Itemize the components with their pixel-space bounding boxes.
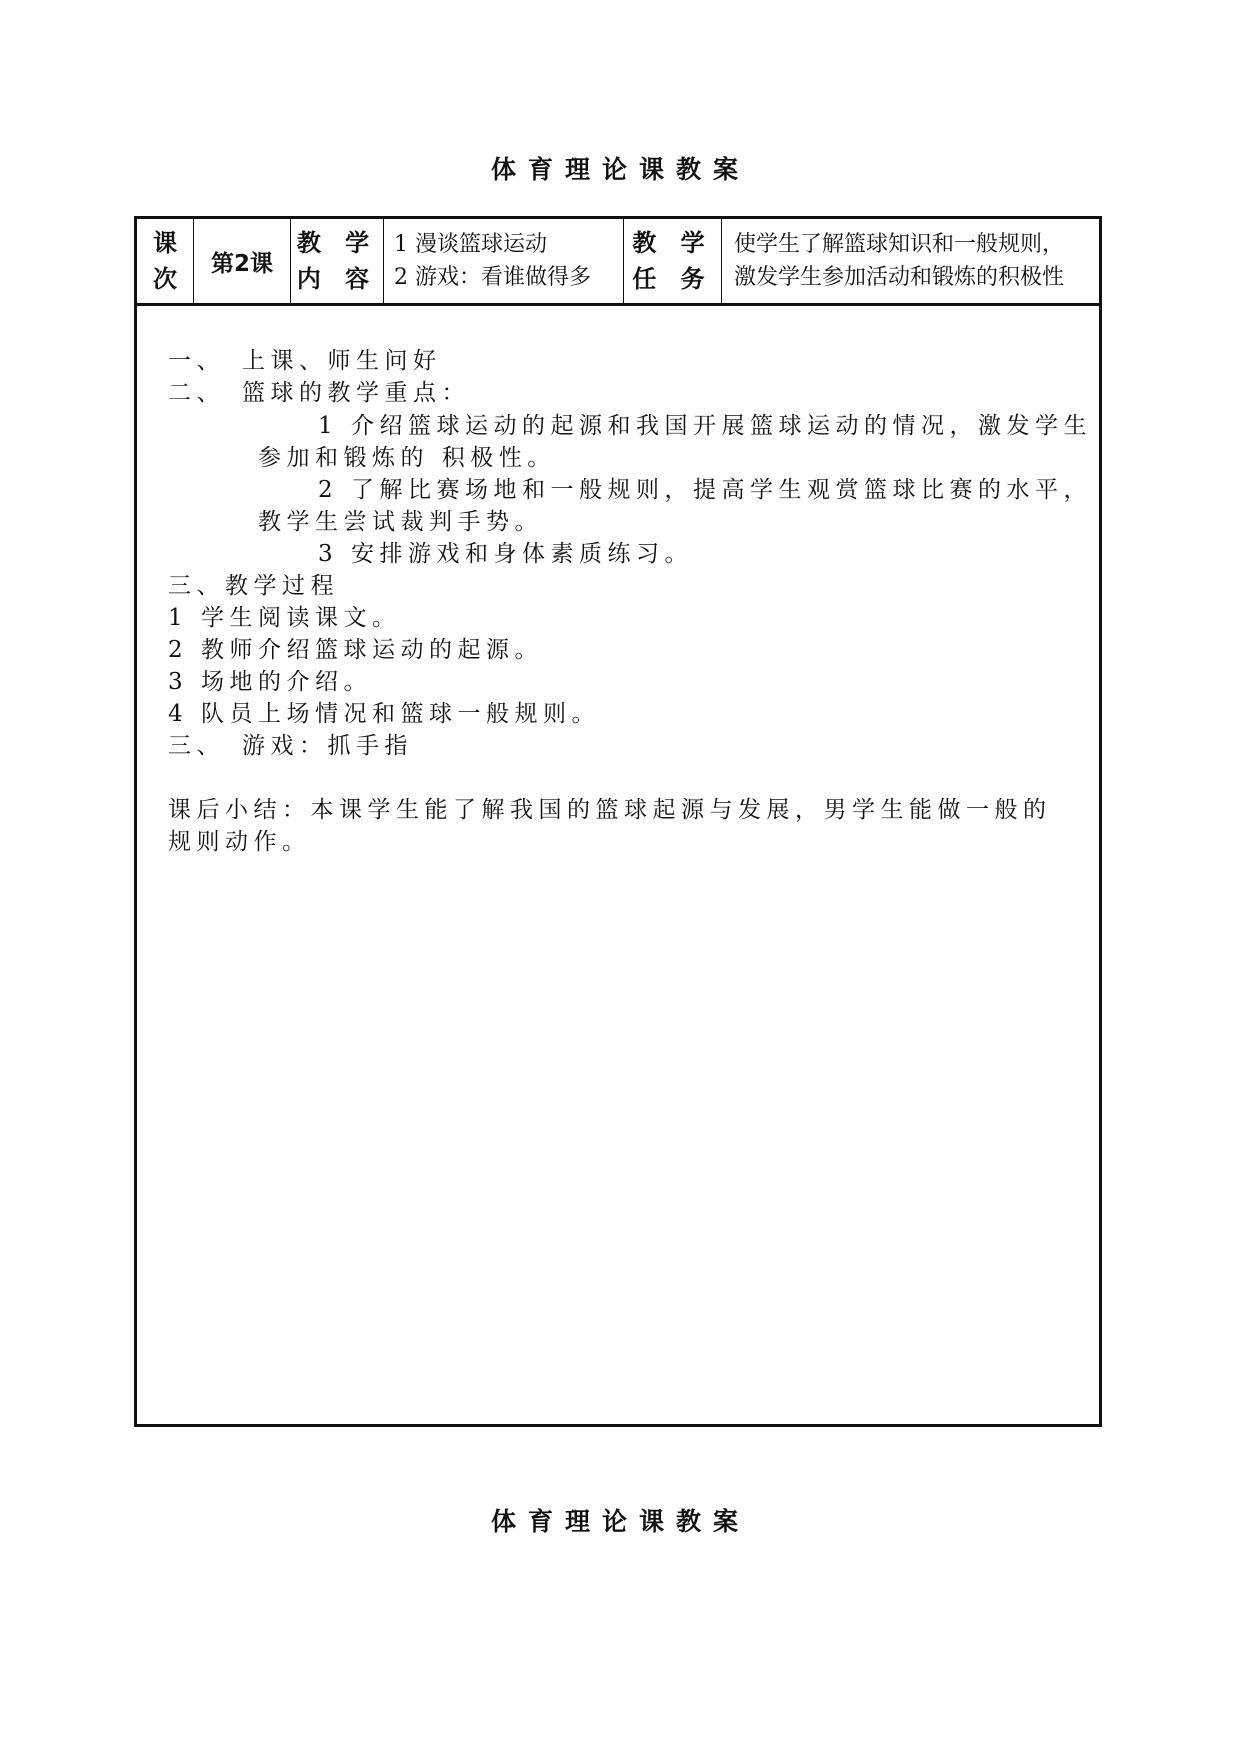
body-line: 教学生尝试裁判手势。 — [258, 509, 543, 535]
body-line: 一、 上课、师生问好 — [168, 348, 442, 374]
lesson-label-line: 课 — [153, 229, 177, 257]
task-value-cell — [722, 219, 1099, 303]
lesson-label-cell — [137, 219, 194, 303]
page-title-next: 体育理论课教案 — [490, 1507, 750, 1536]
summary-line: 课后小结：本课学生能了解我国的篮球起源与发展，男学生能做一般的 — [168, 797, 1052, 823]
task-line: 激发学生参加活动和锻炼的积极性 — [734, 265, 1065, 290]
content-label-cell — [291, 219, 384, 303]
body-line: 三、教学过程 — [168, 573, 339, 599]
body-line: 3 安排游戏和身体素质练习。 — [318, 541, 693, 567]
content-line: 2 游戏：看谁做得多 — [394, 265, 591, 290]
task-line: 使学生了解篮球知识和一般规则， — [734, 232, 1065, 257]
body-line: 二、 篮球的教学重点： — [168, 380, 470, 406]
page-title: 体育理论课教案 — [490, 155, 750, 184]
summary-line: 规则动作。 — [168, 829, 311, 855]
task-label-line: 任 务 — [632, 265, 713, 293]
lesson-body — [134, 304, 1102, 1427]
body-line: 参加和锻炼的 积极性。 — [258, 445, 556, 471]
body-line: 三、 游戏：抓手指 — [168, 733, 413, 759]
content-line: 1 漫谈篮球运动 — [394, 232, 547, 257]
body-line: 4 队员上场情况和篮球一般规则。 — [168, 701, 600, 727]
content-label-line: 内 容 — [296, 265, 378, 293]
lesson-label-line: 次 — [153, 265, 177, 293]
lesson-number: 第2课 — [210, 250, 273, 277]
body-line: 1 学生阅读课文。 — [168, 605, 401, 631]
body-line: 2 教师介绍篮球运动的起源。 — [168, 637, 543, 663]
body-line: 3 场地的介绍。 — [168, 669, 372, 695]
content-label-line: 教 学 — [296, 229, 378, 257]
lesson-header-table — [134, 216, 1102, 306]
body-line: 2 了解比赛场地和一般规则，提高学生观赏篮球比赛的水平， — [318, 477, 1092, 503]
task-label-cell — [624, 219, 722, 303]
task-label-line: 教 学 — [632, 229, 713, 257]
body-line: 1 介绍篮球运动的起源和我国开展篮球运动的情况，激发学生 — [318, 413, 1092, 439]
lesson-number-cell — [194, 219, 291, 303]
content-value-cell — [384, 219, 624, 303]
